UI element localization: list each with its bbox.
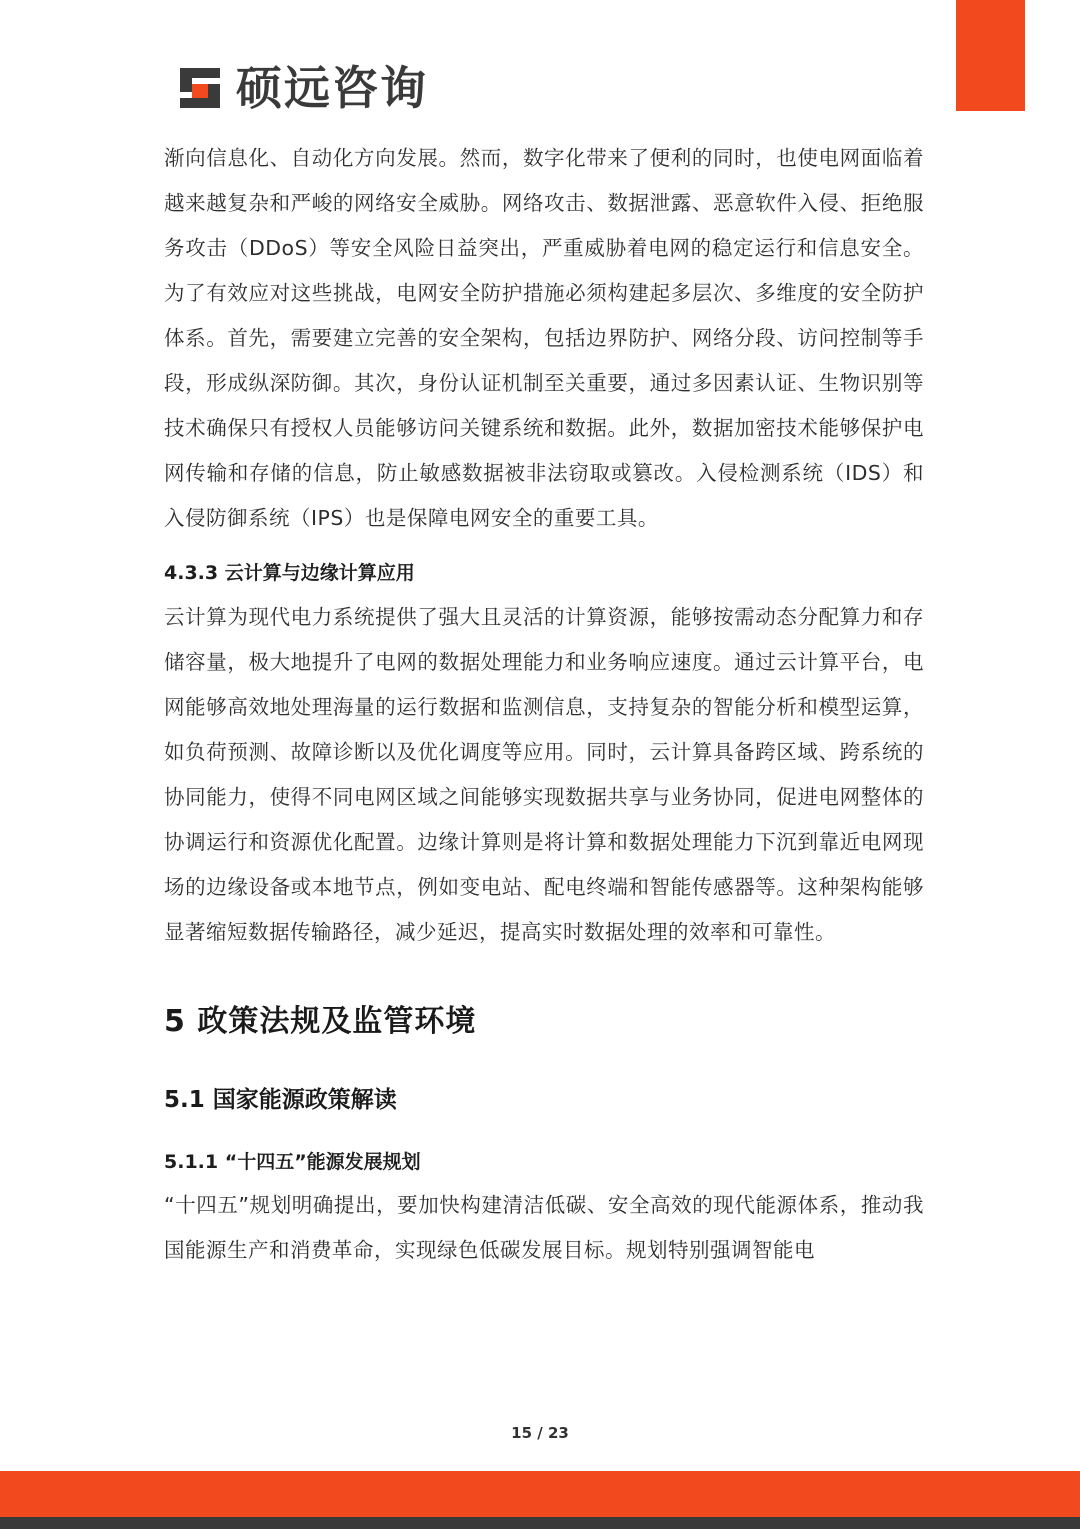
- section-heading-5-1-1: 5.1.1 “十四五”能源发展规划: [164, 1151, 421, 1173]
- page-content: [164, 136, 924, 1273]
- brand-name: 硕远咨询: [236, 61, 428, 115]
- page-number: 15 / 23: [511, 1424, 569, 1442]
- section-heading-5-1: 5.1 国家能源政策解读: [164, 1087, 397, 1113]
- corner-accent-block: [956, 0, 1025, 111]
- paragraph-grid-security: 渐向信息化、自动化方向发展。然而，数字化带来了便利的同时，也使电网面临着越来越复杂和严峻的网络安全威胁。网络攻击、数据泄露、恶意软件入侵、拒绝服务攻击（DDoS）等安全风险日益突出，严重威胁着电网的稳定运行和信息安全。为了有效应对这些挑战，电网安全防护措施必须构建起多层次、多维度的安全防护体系。首先，需要建立完善的安全架构，包括边界防护、网络分段、访问控制等手段，形成纵深防御。其次，身份认证机制至关重要，通过多因素认证、生物识别等技术确保只有授权人员能够访问关键系统和数据。此外，数据加密技术能够保护电网传输和存储的信息，防止敏感数据被非法窃取或篡改。入侵检测系统（IDS）和入侵防御系统（IPS）也是保障电网安全的重要工具。: [164, 146, 924, 530]
- footer-accent-bar: [0, 1471, 1080, 1517]
- chapter-heading-5: 5 政策法规及监管环境: [164, 1004, 477, 1039]
- brand-logo: [176, 62, 428, 114]
- section-heading-4-3-3: 4.3.3 云计算与边缘计算应用: [164, 562, 415, 584]
- paragraph-14th-five-year-plan: “十四五”规划明确提出，要加快构建清洁低碳、安全高效的现代能源体系，推动我国能源生产和消费革命，实现绿色低碳发展目标。规划特别强调智能电: [164, 1193, 924, 1262]
- paragraph-cloud-edge-computing: 云计算为现代电力系统提供了强大且灵活的计算资源，能够按需动态分配算力和存储容量，极大地提升了电网的数据处理能力和业务响应速度。通过云计算平台，电网能够高效地处理海量的运行数据和监测信息，支持复杂的智能分析和模型运算，如负荷预测、故障诊断以及优化调度等应用。同时，云计算具备跨区域、跨系统的协同能力，使得不同电网区域之间能够实现数据共享与业务协同，促进电网整体的协调运行和资源优化配置。边缘计算则是将计算和数据处理能力下沉到靠近电网现场的边缘设备或本地节点，例如变电站、配电终端和智能传感器等。这种架构能够显著缩短数据传输路径，减少延迟，提高实时数据处理的效率和可靠性。: [164, 605, 924, 944]
- s-block-logo-icon: [176, 64, 226, 112]
- footer-dark-strip: [0, 1517, 1080, 1529]
